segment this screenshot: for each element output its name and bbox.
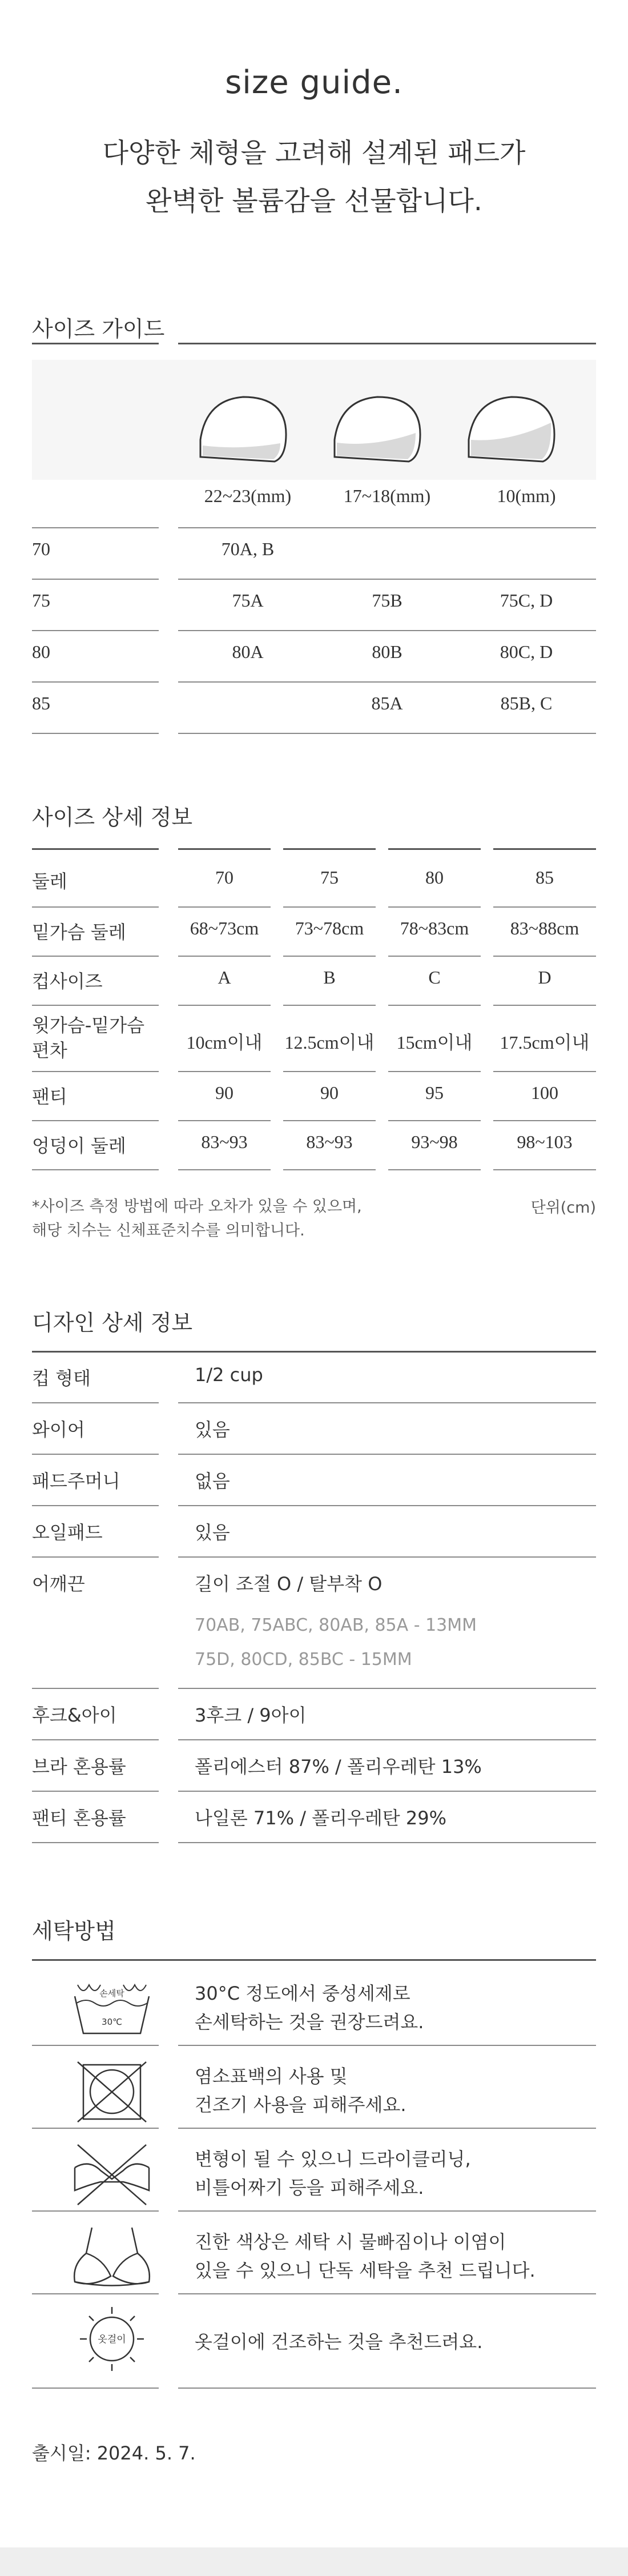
value-strap: 길이 조절 O / 탈부착 O xyxy=(195,1573,383,1595)
table-cell: 78~83cm xyxy=(400,918,469,938)
band-85: 85 xyxy=(32,693,50,713)
label-oil-pad: 오일패드 xyxy=(32,1522,103,1543)
table-cell: 75B xyxy=(372,590,402,611)
table-cell: 68~73cm xyxy=(190,918,259,938)
table-cell: 75A xyxy=(232,590,264,611)
footer-band xyxy=(0,2547,628,2576)
instruction-line: 염소표백의 사용 및 xyxy=(195,2065,348,2087)
label-bra-fabric: 브라 혼용률 xyxy=(32,1756,126,1777)
divider xyxy=(32,2293,159,2294)
washing-section xyxy=(32,0,596,2464)
row-label-cup-size: 컵사이즈 xyxy=(32,970,103,992)
column-header-17mm: 17~18(mm) xyxy=(343,485,431,506)
table-cell: 17.5cm이내 xyxy=(500,1032,590,1053)
divider xyxy=(32,2210,159,2212)
table-cell: 80C, D xyxy=(500,641,553,662)
page-title: size guide. xyxy=(225,64,403,101)
subtitle-line-2: 완벽한 볼륨감을 선물합니다. xyxy=(146,186,482,217)
table-cell: 95 xyxy=(425,1082,444,1103)
wash-instruction xyxy=(195,2145,471,2202)
note-line: 해당 치수는 신체표준치수를 의미합니다. xyxy=(32,1222,305,1239)
band-70: 70 xyxy=(32,539,50,559)
instruction-line: 건조기 사용을 피해주세요. xyxy=(195,2094,406,2116)
table-cell: 75C, D xyxy=(500,590,553,611)
label-pad-pocket: 패드주머니 xyxy=(32,1470,120,1492)
wash-instruction xyxy=(195,2062,406,2119)
strap-spec-15mm: 75D, 80CD, 85BC - 15MM xyxy=(195,1650,412,1670)
value-wire: 있음 xyxy=(195,1419,230,1441)
row-label-underbust: 밑가슴 둘레 xyxy=(32,921,126,943)
table-cell: 12.5cm이내 xyxy=(284,1032,375,1053)
value-bra-fabric: 폴리에스터 87% / 폴리우레탄 13% xyxy=(195,1756,482,1777)
design-detail-title: 디자인 상세 정보 xyxy=(32,1310,193,1335)
bra-wash-separately-icon xyxy=(61,2222,163,2290)
band-75: 75 xyxy=(32,590,50,611)
no-dryclean-no-wring-icon xyxy=(61,2139,163,2208)
subtitle-line-1: 다양한 체형을 고려해 설계된 패드가 xyxy=(102,138,526,169)
divider xyxy=(32,2128,159,2129)
table-cell: 83~93 xyxy=(306,1131,353,1152)
value-hook-eye: 3후크 / 9아이 xyxy=(195,1704,307,1726)
value-oil-pad: 있음 xyxy=(195,1522,230,1543)
instruction-line: 진한 색상은 세탁 시 물빠짐이나 이염이 xyxy=(195,2231,506,2253)
table-cell: 90 xyxy=(215,1082,234,1103)
table-cell: B xyxy=(323,967,336,988)
divider xyxy=(32,2045,159,2046)
table-cell: 75 xyxy=(320,867,339,888)
instruction-line: 변형이 될 수 있으니 드라이클리닝, xyxy=(195,2148,471,2170)
wash-instruction xyxy=(195,1979,424,2036)
table-cell: 80 xyxy=(425,867,444,888)
row-label-girth: 둘레 xyxy=(32,870,67,892)
table-cell: 85 xyxy=(536,867,554,888)
table-cell: 73~78cm xyxy=(295,918,364,938)
label-strap: 어깨끈 xyxy=(32,1573,85,1595)
value-cup-type: 1/2 cup xyxy=(195,1364,263,1386)
divider xyxy=(32,2388,159,2389)
table-cell: 80B xyxy=(372,641,402,662)
table-cell: A xyxy=(218,967,231,988)
table-cell: 85B, C xyxy=(500,693,553,713)
hand-wash-30-icon xyxy=(61,1973,163,2042)
column-header-22mm: 22~23(mm) xyxy=(204,485,292,506)
icon-caption: 손세탁 xyxy=(99,1988,124,1999)
table-cell: 100 xyxy=(531,1082,558,1103)
divider xyxy=(178,2210,596,2212)
table-cell: 70A, B xyxy=(221,539,275,559)
divider xyxy=(178,2128,596,2129)
label-hook-eye: 후크&아이 xyxy=(32,1704,117,1726)
table-cell: 98~103 xyxy=(517,1131,573,1152)
divider xyxy=(178,2293,596,2294)
size-guide-title: 사이즈 가이드 xyxy=(32,316,165,342)
strap-spec-13mm: 70AB, 75ABC, 80AB, 85A - 13MM xyxy=(195,1615,477,1635)
instruction-line: 비틀어짜기 등을 피해주세요. xyxy=(195,2177,424,2198)
instruction-line: 있을 수 있으니 단독 세탁을 추천 드립니다. xyxy=(195,2260,536,2281)
size-detail-title: 사이즈 상세 정보 xyxy=(32,805,193,830)
table-cell: 10cm이내 xyxy=(186,1032,263,1053)
row-label-panty: 팬티 xyxy=(32,1086,67,1108)
table-cell: 90 xyxy=(320,1082,339,1103)
unit-label: 단위(cm) xyxy=(530,1199,596,1217)
instruction-line: 손세탁하는 것을 권장드려요. xyxy=(195,2011,424,2033)
note-line: *사이즈 측정 방법에 따라 오차가 있을 수 있으며, xyxy=(32,1198,362,1215)
label-wire: 와이어 xyxy=(32,1419,85,1441)
label-line: 편차 xyxy=(32,1040,67,1061)
no-bleach-no-dryer-icon xyxy=(61,2056,163,2125)
divider xyxy=(32,1959,596,1961)
divider xyxy=(178,2388,596,2389)
icon-caption: 30℃ xyxy=(102,2017,122,2027)
table-cell: D xyxy=(538,967,551,988)
wash-instruction xyxy=(195,2228,536,2285)
table-cell: 80A xyxy=(232,641,264,662)
label-line: 윗가슴-밑가슴 xyxy=(32,1014,145,1036)
wash-instruction: 옷걸이에 건조하는 것을 추천드려요. xyxy=(195,2331,483,2353)
washing-title: 세탁방법 xyxy=(32,1919,116,1944)
instruction-line: 30°C 정도에서 중성세제로 xyxy=(195,1983,410,2004)
row-label-hip: 엉덩이 둘레 xyxy=(32,1135,126,1157)
table-cell: 93~98 xyxy=(411,1131,458,1152)
value-pad-pocket: 없음 xyxy=(195,1470,230,1492)
table-cell: 85A xyxy=(371,693,403,713)
label-panty-fabric: 팬티 혼용률 xyxy=(32,1807,126,1829)
table-cell: 83~93 xyxy=(201,1131,248,1152)
table-cell: 70 xyxy=(215,867,234,888)
table-cell: C xyxy=(428,967,441,988)
column-header-10mm: 10(mm) xyxy=(497,485,556,506)
divider xyxy=(178,2045,596,2046)
band-80: 80 xyxy=(32,641,50,662)
value-panty-fabric: 나일론 71% / 폴리우레탄 29% xyxy=(195,1807,447,1829)
hanger-dry-icon xyxy=(61,2305,163,2373)
icon-caption: 옷걸이 xyxy=(98,2334,126,2345)
release-date: 출시일: 2024. 5. 7. xyxy=(32,2442,196,2464)
table-cell: 83~88cm xyxy=(510,918,579,938)
table-cell: 15cm이내 xyxy=(396,1032,473,1053)
label-cup-type: 컵 형태 xyxy=(32,1367,91,1389)
